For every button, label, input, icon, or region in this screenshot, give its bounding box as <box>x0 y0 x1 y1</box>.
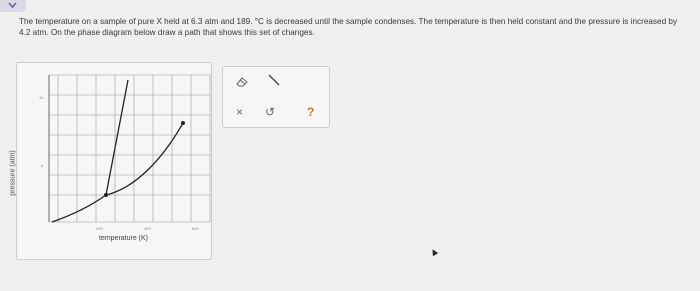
melting-curve <box>106 80 128 195</box>
critical-point <box>181 121 185 125</box>
close-button[interactable]: × <box>236 105 244 119</box>
undo-button[interactable]: ↺ <box>265 105 276 119</box>
x-tick-label-3: 600 <box>192 226 199 231</box>
x-tick-label-1: 200 <box>96 226 103 231</box>
y-tick-label-1: 16 <box>39 95 44 100</box>
grid <box>49 75 210 222</box>
x-axis-label: temperature (K) <box>99 235 149 242</box>
eraser-icon <box>235 76 249 88</box>
y-axis-label: pressure (atm) <box>9 150 17 196</box>
x-tick-label-2: 400 <box>144 226 151 231</box>
help-button[interactable]: ? <box>307 105 315 119</box>
sublimation-curve <box>52 195 106 222</box>
triple-point <box>104 193 108 197</box>
line-tool[interactable] <box>267 73 281 92</box>
line-tool-icon <box>267 73 281 87</box>
eraser-tool[interactable] <box>235 75 249 93</box>
drawing-toolbar <box>222 66 330 128</box>
y-tick-label-2: 8 <box>41 163 44 168</box>
question-text: The temperature on a sample of pure X held at 6.3 atm and 189. °C is decreased until the sample condenses. The temperature is then held constant and the pressure is increased by 4.2 atm. On the phase diagram below draw a path that shows this set of changes. <box>19 17 678 37</box>
